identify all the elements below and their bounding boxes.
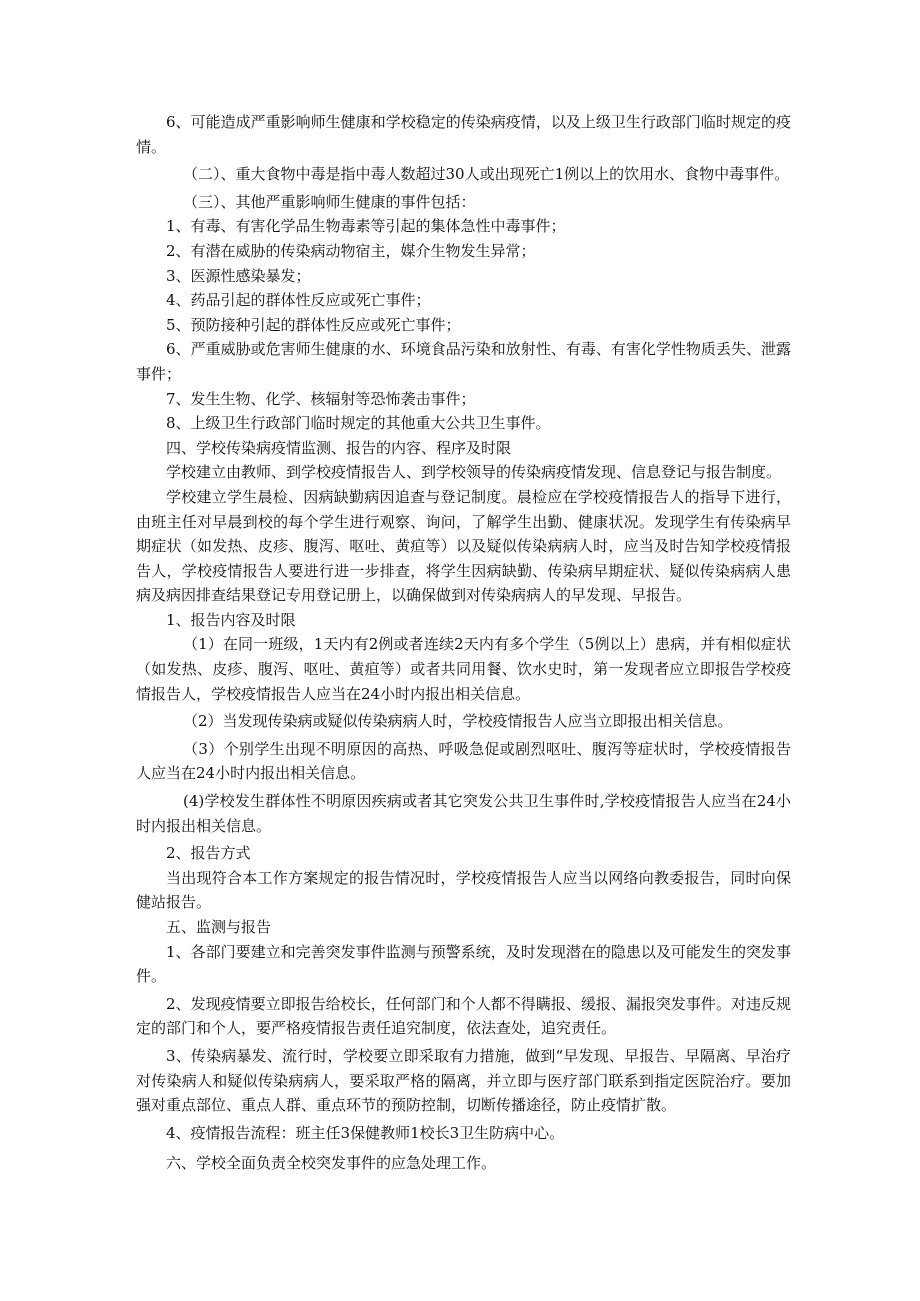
paragraph: 4、药品引起的群体性反应或死亡事件；: [166, 291, 431, 310]
paragraph: 当出现符合本工作方案规定的报告情况时，学校疫情报告人应当以网络向教委报告，同时向保健站报告。: [136, 868, 791, 912]
paragraph: （1）在同一班级，1天内有2例或者连续2天内有多个学生（5例以上）患病，并有相似症状（如发热、皮疹、腹泻、呕吐、黄疸等）或者共同用餐、饮水史时，第一发现者应立即报告学校疫情报告人，学校疫情报告人应当在24小时内报出相关信息。: [136, 635, 791, 703]
paragraph: (4)学校发生群体性不明原因疾病或者其它突发公共卫生事件时,学校疫情报告人应当在24小时内报出相关信息。: [136, 792, 791, 835]
paragraph: 5、预防接种引起的群体性反应或死亡事件；: [166, 315, 461, 334]
paragraph: 6、严重威胁或危害师生健康的水、环境食品污染和放射性、有毒、有害化学性物质丢失、泄露事件；: [136, 340, 791, 383]
document-body: [136, 110, 791, 1176]
paragraph: 学校建立学生晨检、因病缺勤病因追查与登记制度。晨检应在学校疫情报告人的指导下进行，由班主任对早晨到校的每个学生进行观察、询问，了解学生出勤、健康状况。发现学生有传染病早期症状（如发热、皮疹、腹泻、呕吐、黄疸等）以及疑似传染病病人时，应当及时告知学校疫情报告人，学校疫情报告人要进行进一步排查，将学生因病缺勤、传染病早期症状、疑似传染病病人患病及病因排查结果登记专用登记册上，以确保做到对传染病病人的早发现、早报告。: [136, 487, 791, 605]
paragraph: 4、疫情报告流程：班主任3保健教师1校长3卫生防病中心。: [166, 1123, 565, 1142]
paragraph: （三）、其他严重影响师生健康的事件包括：: [183, 192, 476, 211]
paragraph: 8、上级卫生行政部门临时规定的其他重大公共卫生事件。: [166, 414, 551, 433]
section-heading: 四、学校传染病疫情监测、报告的内容、程序及时限: [166, 438, 512, 457]
paragraph: 7、发生生物、化学、核辐射等恐怖袭击事件；: [166, 389, 476, 408]
paragraph: 1、各部门要建立和完善突发事件监测与预警系统，及时发现潜在的隐患以及可能发生的突发事件。: [136, 942, 791, 986]
section-heading: 六、学校全面负责全校突发事件的应急处理工作。: [166, 1154, 497, 1173]
paragraph: 2、报告方式: [166, 844, 251, 863]
paragraph: 1、有毒、有害化学品生物毒素等引起的集体急性中毒事件；: [166, 217, 566, 236]
paragraph: 6、可能造成严重影响师生健康和学校稳定的传染病疫情，以及上级卫生行政部门临时规定的疫情。: [136, 113, 791, 156]
paragraph: 1、报告内容及时限: [166, 610, 296, 629]
paragraph: （3）个别学生出现不明原因的高热、呼吸急促或剧烈呕吐、腹泻等症状时，学校疫情报告人应当在24小时内报出相关信息。: [136, 739, 791, 783]
paragraph: （二）、重大食物中毒是指中毒人数超过30人或出现死亡1例以上的饮用水、食物中毒事件。: [183, 165, 790, 184]
paragraph: 3、传染病暴发、流行时，学校要立即采取有力措施，做到“早发现、早报告、早隔离、早治疗对传染病人和疑似传染病病人，要采取严格的隔离，并立即与医疗部门联系到指定医院治疗。要加强对重点部位、重点人群、重点环节的预防控制，切断传播途径，防止疫情扩散。: [136, 1046, 791, 1115]
paragraph: 2、发现疫情要立即报告给校长，任何部门和个人都不得瞒报、缓报、漏报突发事件。对违反规定的部门和个人，要严格疫情报告责任追究制度，依法查处，追究责任。: [136, 994, 791, 1038]
section-heading: 五、监测与报告: [166, 918, 272, 936]
paragraph: 学校建立由教师、到学校疫情报告人、到学校领导的传染病疫情发现、信息登记与报告制度。: [166, 463, 782, 482]
paragraph: （2）当发现传染病或疑似传染病病人时，学校疫情报告人应当立即报出相关信息。: [183, 712, 733, 731]
paragraph: 2、有潜在威胁的传染病动物宿主，媒介生物发生异常；: [166, 241, 536, 260]
paragraph: 3、医源性感染暴发；: [166, 266, 311, 285]
